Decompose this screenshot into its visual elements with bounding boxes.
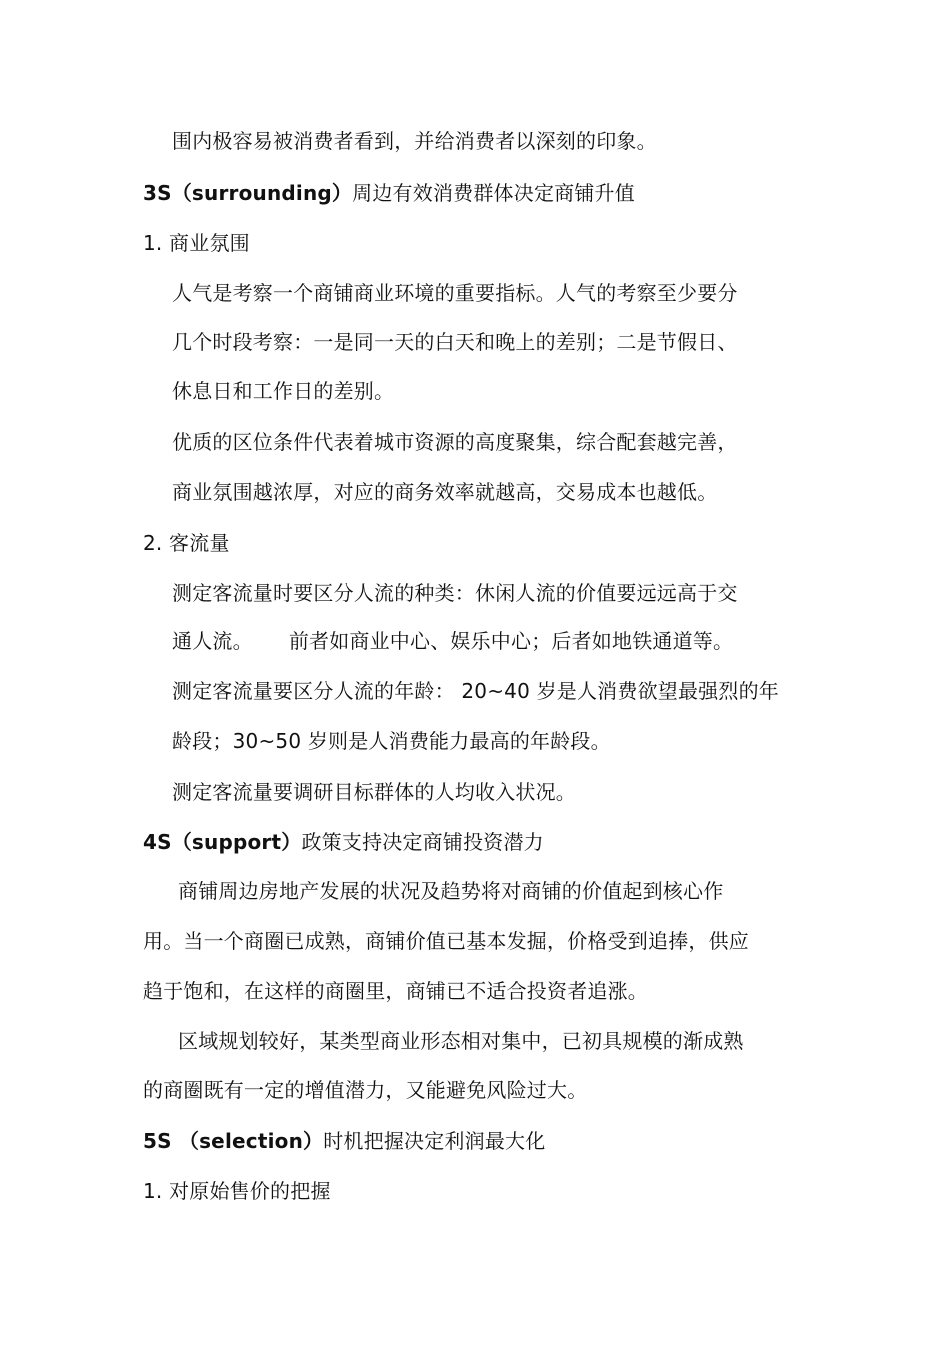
paragraph-line [172, 779, 576, 805]
line-text: 用。当一个商圈已成熟，商铺价值已基本发掘，价格受到追捧，供应 [143, 929, 749, 953]
line-text: 的商圈既有一定的增值潜力，又能避免风险过大。 [143, 1078, 588, 1102]
line-text: 休息日和工作日的差别。 [172, 379, 395, 403]
paragraph-line [172, 628, 733, 654]
line-text: 商业氛围越浓厚，对应的商务效率就越高，交易成本也越低。 [172, 480, 718, 504]
section-heading-text: 时机把握决定利润最大化 [323, 1129, 546, 1153]
subheading-text: 1. 对原始售价的把握 [143, 1179, 331, 1203]
subheading-original-price [143, 1178, 331, 1204]
line-text: 测定客流量要区分人流的年龄： 20~40 岁是人消费欲望最强烈的年 [172, 679, 779, 703]
paragraph-line [143, 928, 749, 954]
subheading-text: 2. 客流量 [143, 531, 230, 555]
paragraph-line [172, 479, 717, 505]
paragraph-line [143, 978, 648, 1004]
line-text: 趋于饱和，在这样的商圈里，商铺已不适合投资者追涨。 [143, 979, 648, 1003]
line-text: 优质的区位条件代表着城市资源的高度聚集，综合配套越完善， [172, 430, 738, 454]
subheading-commercial-atmosphere [143, 230, 250, 256]
paragraph-line [172, 378, 394, 404]
section-heading-prefix: 5S （selection） [143, 1129, 324, 1153]
line-text: 前者如商业中心、娱乐中心；后者如地铁通道等。 [288, 629, 734, 653]
line-text: 几个时段考察：一是同一天的白天和晚上的差别；二是节假日、 [172, 330, 738, 354]
section-heading-prefix: 4S（support） [143, 830, 302, 854]
paragraph-line [172, 429, 738, 455]
paragraph-line [178, 1028, 744, 1054]
paragraph-line [172, 678, 779, 704]
section-heading-3s [143, 180, 635, 206]
line-text: 商铺周边房地产发展的状况及趋势将对商铺的价值起到核心作 [178, 879, 724, 903]
line-text: 通人流。 [172, 629, 253, 653]
line-text: 区域规划较好，某类型商业形态相对集中，已初具规模的渐成熟 [178, 1029, 744, 1053]
paragraph-line [172, 580, 738, 606]
section-heading-text: 政策支持决定商铺投资潜力 [301, 830, 544, 854]
line-text: 测定客流量时要区分人流的种类：休闲人流的价值要远远高于交 [172, 581, 738, 605]
line-text: 人气是考察一个商铺商业环境的重要指标。人气的考察至少要分 [172, 281, 738, 305]
paragraph-line [143, 1077, 587, 1103]
section-heading-text: 周边有效消费群体决定商铺升值 [352, 181, 635, 205]
paragraph-line [172, 329, 738, 355]
paragraph-line [172, 280, 738, 306]
paragraph-line [172, 128, 657, 154]
line-text: 围内极容易被消费者看到，并给消费者以深刻的印象。 [172, 129, 657, 153]
section-heading-5s [143, 1128, 545, 1154]
line-text: 测定客流量要调研目标群体的人均收入状况。 [172, 780, 576, 804]
section-heading-4s [143, 829, 544, 855]
paragraph-line [178, 878, 723, 904]
line-text: 龄段；30~50 岁则是人消费能力最高的年龄段。 [172, 729, 611, 753]
section-heading-prefix: 3S（surrounding） [143, 181, 353, 205]
paragraph-line [172, 728, 611, 754]
subheading-text: 1. 商业氛围 [143, 231, 250, 255]
subheading-customer-flow [143, 530, 230, 556]
